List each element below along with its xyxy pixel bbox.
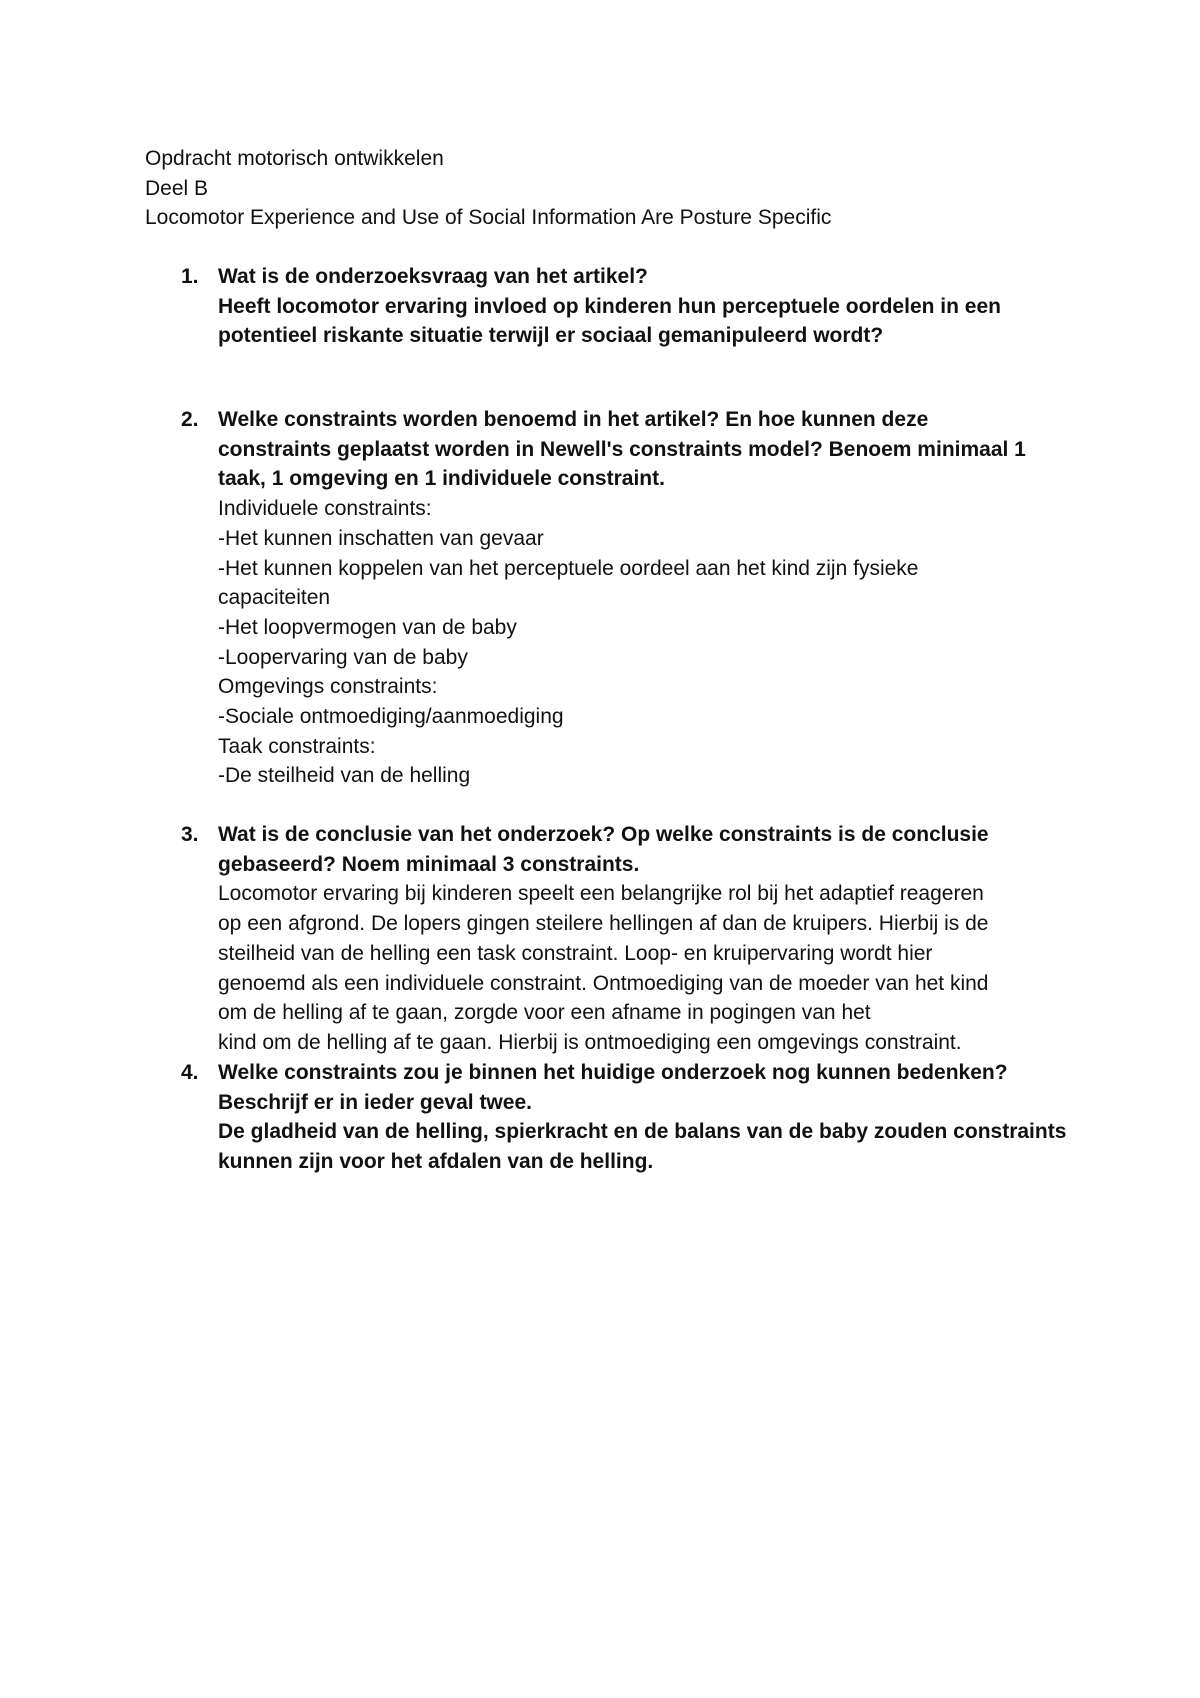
- question-number: 3.: [181, 823, 199, 846]
- document-header: [145, 144, 831, 233]
- question-text: [218, 820, 1080, 879]
- answer-line: -Het loopvermogen van de baby: [218, 615, 517, 639]
- answer: [218, 494, 1080, 791]
- question-line: Welke constraints worden benoemd in het artikel? En hoe kunnen deze: [218, 408, 929, 431]
- question-3: [145, 820, 1080, 1058]
- answer-line: -Het kunnen inschatten van gevaar: [218, 526, 544, 550]
- answer-line: op een afgrond. De lopers gingen steilere hellingen af dan de kruipers. Hierbij is de: [218, 912, 989, 936]
- question-line: gebaseerd? Noem minimaal 3 constraints.: [218, 852, 640, 876]
- question-text: Wat is de onderzoeksvraag van het artikel?: [218, 265, 648, 288]
- article-title: Locomotor Experience and Use of Social Information Are Posture Specific: [145, 206, 832, 230]
- assignment-part: Deel B: [145, 176, 209, 200]
- answer-line: -De steilheid van de helling: [218, 764, 471, 788]
- answer: [218, 879, 1080, 1057]
- answer-line: om de helling af te gaan, zorgde voor een afname in pogingen van het: [218, 1001, 871, 1025]
- answer-line: Omgevings constraints:: [218, 675, 438, 699]
- answer-line: -Het kunnen koppelen van het perceptuele oordeel aan het kind zijn fysieke: [218, 556, 919, 580]
- answer-line: -Sociale ontmoediging/aanmoediging: [218, 705, 564, 729]
- answer-line: kind om de helling af te gaan. Hierbij is ontmoediging een omgevings constraint.: [218, 1030, 962, 1054]
- answer-line: capaciteiten: [218, 586, 331, 610]
- answer-line: genoemd als een individuele constraint. Ontmoediging van de moeder van het kind: [218, 971, 989, 995]
- answer-line: Individuele constraints:: [218, 497, 432, 521]
- answer-line: potentieel riskante situatie terwijl er sociaal gemanipuleerd wordt?: [218, 324, 884, 348]
- question-line: Welke constraints zou je binnen het huidige onderzoek nog kunnen bedenken?: [218, 1061, 1008, 1084]
- answer-line: Heeft locomotor ervaring invloed op kinderen hun perceptuele oordelen in een: [218, 294, 1001, 318]
- question-4: [145, 1058, 1080, 1177]
- question-line: Wat is de conclusie van het onderzoek? Op welke constraints is de conclusie: [218, 823, 989, 846]
- question-line: Beschrijf er in ieder geval twee.: [218, 1090, 532, 1114]
- answer-line: Taak constraints:: [218, 734, 376, 758]
- question-text: [218, 405, 1080, 494]
- question-number: 1.: [181, 265, 199, 288]
- question-2: [145, 405, 1080, 791]
- question-line: taak, 1 omgeving en 1 individuele constraint.: [218, 467, 665, 491]
- question-number: 2.: [181, 408, 199, 431]
- answer: [218, 292, 1080, 351]
- answer-line: Locomotor ervaring bij kinderen speelt een belangrijke rol bij het adaptief reageren: [218, 882, 984, 906]
- assignment-title: Opdracht motorisch ontwikkelen: [145, 147, 444, 170]
- answer: [218, 1117, 1080, 1176]
- answer-line: -Loopervaring van de baby: [218, 645, 468, 669]
- question-line: constraints geplaatst worden in Newell's constraints model? Benoem minimaal 1: [218, 437, 1026, 461]
- answer-line: steilheid van de helling een task constraint. Loop- en kruipervaring wordt hier: [218, 941, 933, 965]
- question-number: 4.: [181, 1061, 199, 1084]
- question-1: [145, 262, 1080, 351]
- answer-line: De gladheid van de helling, spierkracht en de balans van de baby zouden constraints: [218, 1120, 1067, 1144]
- question-text: [218, 1058, 1080, 1117]
- answer-line: kunnen zijn voor het afdalen van de helling.: [218, 1150, 654, 1174]
